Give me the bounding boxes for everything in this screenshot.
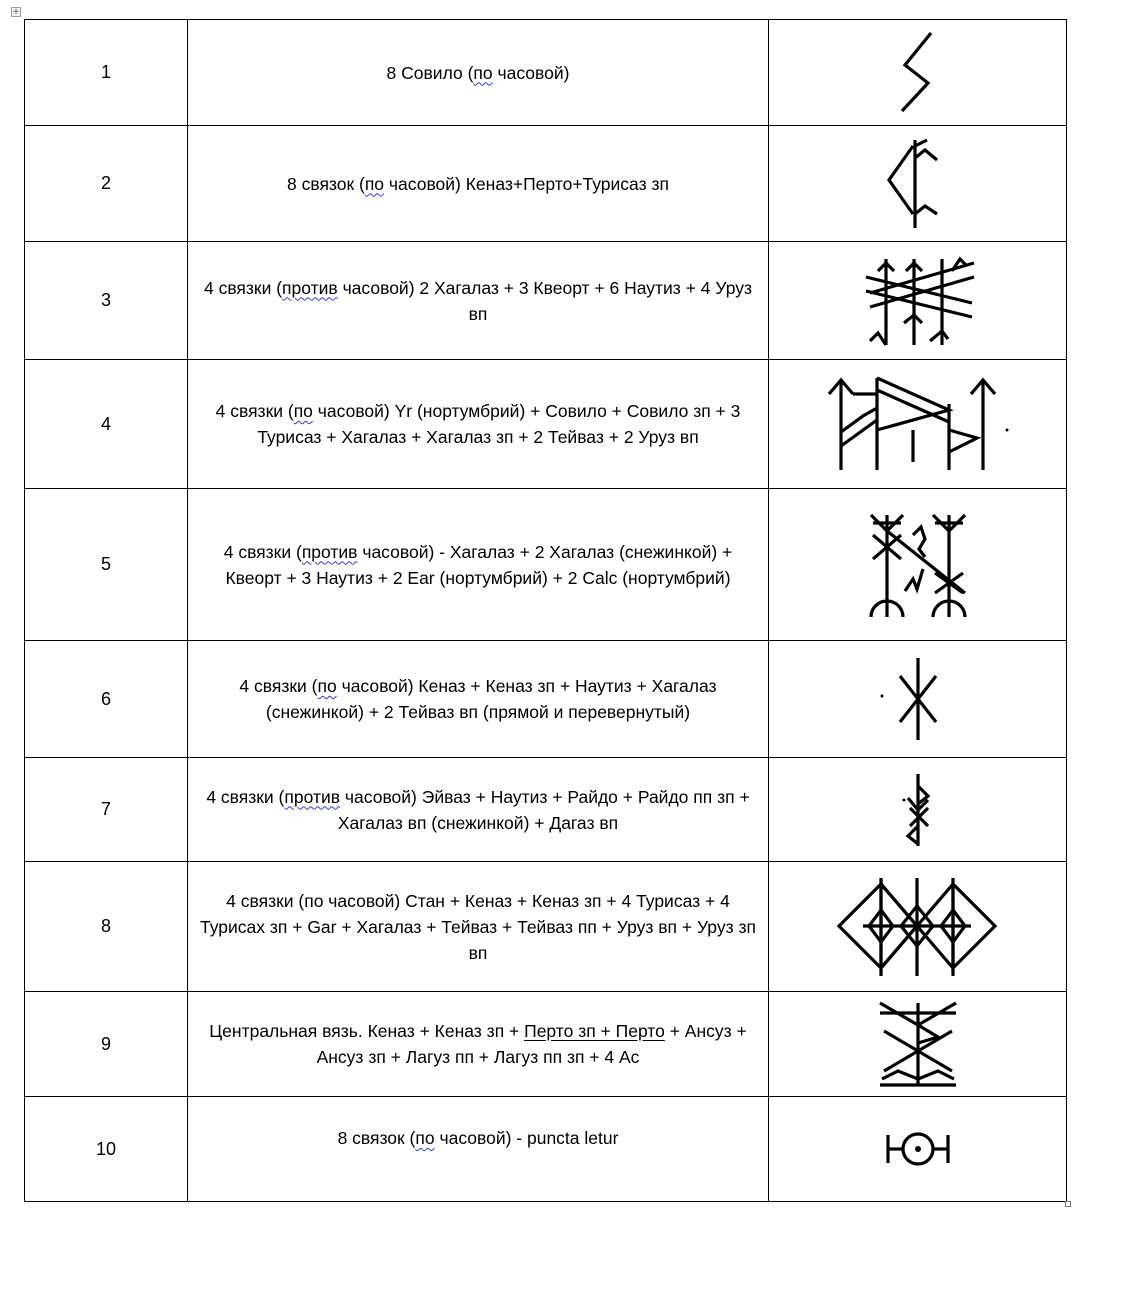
- row-number: 9: [25, 992, 188, 1097]
- table-row: [25, 126, 1067, 242]
- eihwaz-raido-bindrune-icon: [888, 770, 948, 850]
- row-glyph: [769, 126, 1067, 242]
- row-glyph: [769, 862, 1067, 992]
- row-number: 8: [25, 862, 188, 992]
- table-row: [25, 992, 1067, 1097]
- yr-tiwaz-bindrune-icon: [823, 374, 1013, 474]
- row-glyph: [769, 1097, 1067, 1202]
- row-description: 4 связки (по часовой) Yr (нортумбрий) + Совило + Совило зп + 3 Турисаз + Хагалаз + Хагалаз зп + 2 Тейваз + 2 Уруз вп: [188, 360, 769, 489]
- table-row: [25, 862, 1067, 992]
- row-description: 4 связки (по часовой) Стан + Кеназ + Кеназ зп + 4 Турисаз + 4 Турисах зп + Gar + Хагалаз + Тейваз + Тейваз пп + Уруз вп + Уруз зп вп: [188, 862, 769, 992]
- row-description: Центральная вязь. Кеназ + Кеназ зп + Перто зп + Перто + Ансуз + Ансуз зп + Лагуз пп + Лагуз пп зп + 4 Ас: [188, 992, 769, 1097]
- row-glyph: [769, 992, 1067, 1097]
- row-glyph: [769, 489, 1067, 641]
- puncta-letur-icon: [883, 1129, 953, 1169]
- table-resize-handle-icon[interactable]: [1065, 1201, 1071, 1207]
- table-row: [25, 489, 1067, 641]
- row-description: 4 связки (против часовой) 2 Хагалаз + 3 Квеорт + 6 Наутиз + 4 Уруз вп: [188, 242, 769, 360]
- table-row: [25, 758, 1067, 862]
- row-number: 7: [25, 758, 188, 862]
- row-description: 4 связки (против часовой) Эйваз + Наутиз + Райдо + Райдо пп зп + Хагалаз вп (снежинкой) + Дагаз вп: [188, 758, 769, 862]
- stan-gar-bindrune-icon: [833, 874, 1003, 980]
- row-description: 8 связок (по часовой) - puncta letur: [188, 1097, 769, 1202]
- ear-calc-bindrune-icon: [853, 509, 983, 621]
- table-row: [25, 242, 1067, 360]
- row-number: 5: [25, 489, 188, 641]
- kenaz-perthro-thurisaz-bindrune-icon: [883, 136, 953, 232]
- rune-table: [24, 19, 1067, 1202]
- row-glyph: [769, 242, 1067, 360]
- row-description: 8 Совило (по часовой): [188, 20, 769, 126]
- row-number: 3: [25, 242, 188, 360]
- hagalaz-nauthiz-bindrune-icon: [856, 251, 980, 351]
- snowflake-hagalaz-bindrune-icon: [878, 654, 958, 744]
- table-move-handle-icon[interactable]: +: [12, 7, 20, 17]
- table-row: [25, 360, 1067, 489]
- table-row: [25, 641, 1067, 758]
- row-description: 4 связки (против часовой) - Хагалаз + 2 Хагалаз (снежинкой) + Квеорт + 3 Наутиз + 2 Ear (нортумбрий) + 2 Calc (нортумбрий): [188, 489, 769, 641]
- row-glyph: [769, 360, 1067, 489]
- row-number: 6: [25, 641, 188, 758]
- row-description: 4 связки (по часовой) Кеназ + Кеназ зп + Наутиз + Хагалаз (снежинкой) + 2 Тейваз вп (прямой и перевернутый): [188, 641, 769, 758]
- row-number: 10: [25, 1097, 188, 1202]
- table-row: [25, 1097, 1067, 1202]
- row-glyph: [769, 641, 1067, 758]
- sowilo-bindrune-icon: [888, 31, 948, 115]
- row-description: 8 связок (по часовой) Кеназ+Перто+Турисаз зп: [188, 126, 769, 242]
- row-number: 2: [25, 126, 188, 242]
- table-row: [25, 20, 1067, 126]
- row-glyph: [769, 20, 1067, 126]
- central-ansuz-laguz-bindrune-icon: [868, 999, 968, 1089]
- row-number: 1: [25, 20, 188, 126]
- row-number: 4: [25, 360, 188, 489]
- row-glyph: [769, 758, 1067, 862]
